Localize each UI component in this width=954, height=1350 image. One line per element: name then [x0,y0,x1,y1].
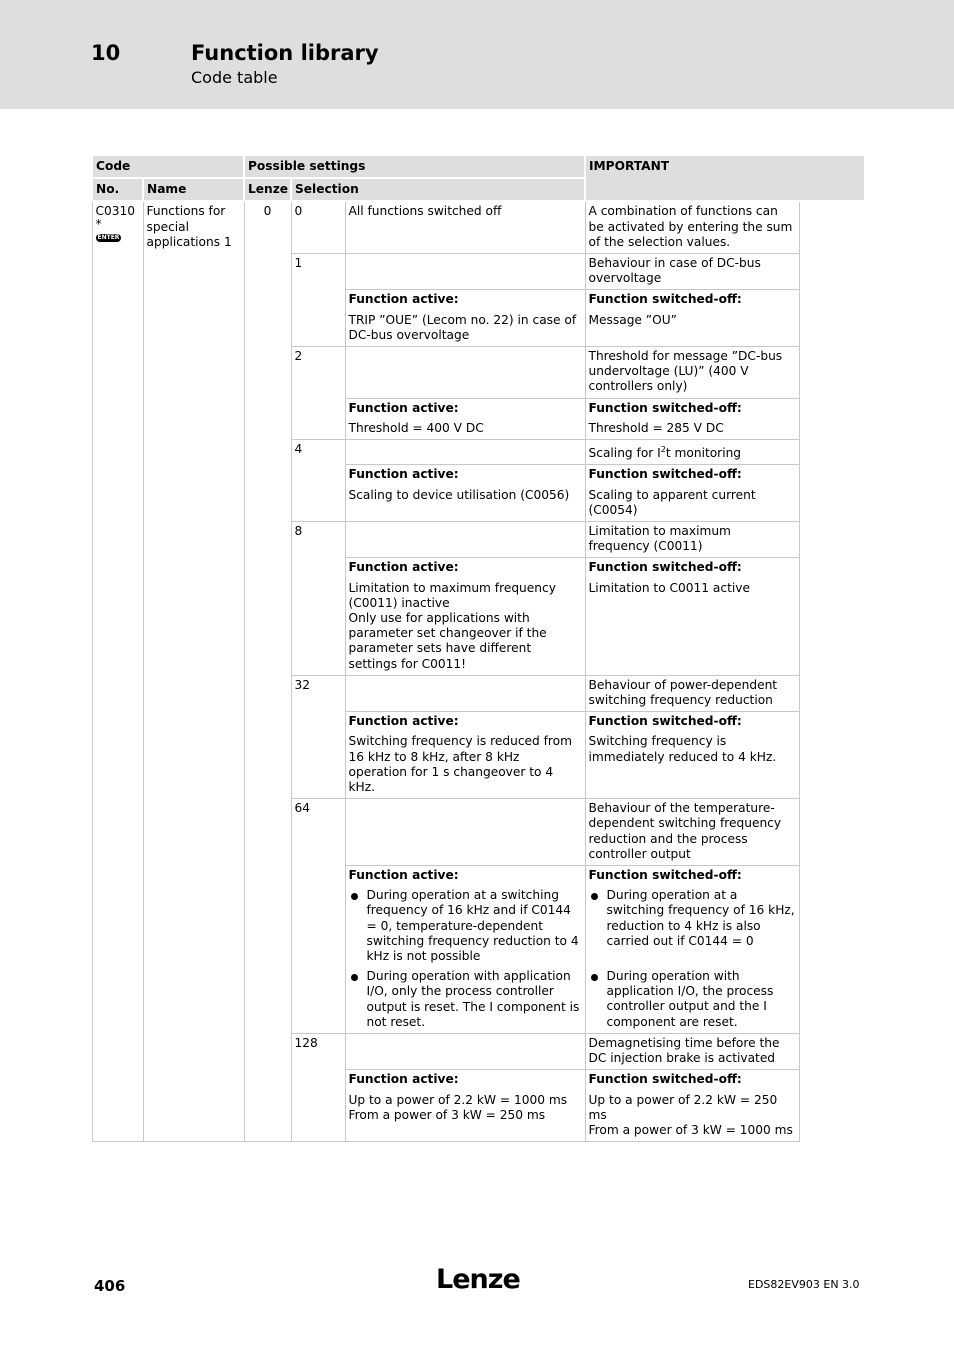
function-off-label: Function switched-off: [588,292,742,307]
function-off-text: Threshold = 285 V DC [588,420,724,435]
function-off-text: Message ”OU” [588,312,677,327]
empty-cell [345,254,585,290]
list-item: During operation at a switching frequency of 16 kHz and if C0144 = 0, temperature-dependent switching frequency reduction to 4 kHz is not possible [349,888,582,964]
function-off-text: Limitation to C0011 active [588,580,750,595]
function-active-label: Function active: [348,400,459,415]
list-item: During operation with application I/O, the process controller output and the I component are reset. [589,969,796,1030]
header-name: Name [143,178,244,201]
function-active-cell [345,465,585,522]
function-off-cell [585,465,799,522]
function-active-label: Function active: [348,714,459,729]
code-number-cell [92,201,143,1141]
important-text [585,440,799,465]
function-active-text: Scaling to device utilisation (C0056) [348,487,570,502]
function-active-cell [345,558,585,675]
function-off-label: Function switched-off: [588,867,742,882]
selection-value: 128 [291,1034,345,1142]
selection-value: 64 [291,799,345,1034]
selection-value: 0 [291,201,345,253]
function-off-text: Scaling to apparent current (C0054) [588,487,756,517]
function-active-cell [345,1070,585,1142]
selection-value: 32 [291,675,345,798]
section-title: Code table [191,68,278,87]
function-active-label: Function active: [348,560,459,575]
header-selection: Selection [291,178,585,201]
empty-cell [345,799,585,866]
important-text: A combination of functions can be activated by entering the sum of the selection values. [585,201,799,253]
selection-description: All functions switched off [345,201,585,253]
list-item: During operation with application I/O, only the process controller output is reset. The I component is not reset. [349,969,582,1030]
code-name: Functions for special applications 1 [143,201,244,1141]
function-active-cell [345,290,585,347]
page-number: 406 [94,1277,126,1295]
important-text: Demagnetising time before the DC injection brake is activated [585,1034,799,1070]
function-off-label: Function switched-off: [588,400,742,415]
chapter-title: Function library [191,41,379,65]
important-text-part: t monitoring [665,446,742,461]
header-row-1 [92,155,865,178]
function-active-text: Switching frequency is reduced from 16 kHz to 8 kHz, after 8 kHz operation for 1 s changeover to 4 kHz. [348,734,572,794]
function-off-cell [585,558,799,675]
function-active-label: Function active: [348,867,459,882]
code-number: C0310 [95,204,136,219]
selection-value: 1 [291,254,345,347]
function-active-text: Up to a power of 2.2 kW = 1000 ms [348,1092,568,1107]
selection-value: 2 [291,347,345,440]
function-off-label: Function switched-off: [588,1072,742,1087]
empty-cell [345,521,585,557]
important-text: Behaviour in case of DC-bus overvoltage [585,254,799,290]
function-off-cell [585,1070,799,1142]
enter-icon: ENTER [97,233,120,241]
blank-column [799,201,865,1141]
code-table [91,154,866,1142]
function-active-text: TRIP ”OUE” (Lecom no. 22) in case of DC-bus overvoltage [348,312,577,342]
function-active-cell [345,712,585,799]
header-code: Code [92,155,244,178]
document-id: EDS82EV903 EN 3.0 [748,1278,860,1291]
superscript-two: 2 [660,445,666,455]
function-active-text: Threshold = 400 V DC [348,420,484,435]
important-text: Behaviour of the temperature-dependent switching frequency reduction and the process controller output [585,799,799,866]
chapter-number: 10 [91,41,121,65]
lenze-logo: Lenze [436,1264,520,1295]
lenze-default: 0 [244,201,291,1141]
header-no: No. [92,178,143,201]
header-important: IMPORTANT [585,155,865,201]
function-active-list [349,888,582,1030]
code-star: * [95,216,102,231]
function-off-label: Function switched-off: [588,467,742,482]
function-off-cell [585,712,799,799]
empty-cell [345,1034,585,1070]
function-active-cell [345,398,585,439]
function-off-cell [585,398,799,439]
function-off-cell [585,865,799,1033]
function-off-label: Function switched-off: [588,714,742,729]
header-band [0,0,954,109]
function-active-text: From a power of 3 kW = 250 ms [348,1107,546,1122]
important-text: Limitation to maximum frequency (C0011) [585,521,799,557]
function-off-cell [585,290,799,347]
list-item: During operation at a switching frequency of 16 kHz, reduction to 4 kHz is also carried out if C0144 = 0 [589,888,796,949]
important-text-part: Scaling for I [588,446,661,461]
empty-cell [345,675,585,711]
function-active-cell [345,865,585,1033]
important-text: Threshold for message ”DC-bus undervoltage (LU)” (400 V controllers only) [585,347,799,399]
important-text: Behaviour of power-dependent switching frequency reduction [585,675,799,711]
function-off-text: Up to a power of 2.2 kW = 250 ms [588,1092,778,1122]
function-active-label: Function active: [348,467,459,482]
empty-cell [345,347,585,399]
selection-value: 8 [291,521,345,675]
function-active-label: Function active: [348,1072,459,1087]
table-row [92,201,865,253]
function-off-text: From a power of 3 kW = 1000 ms [588,1123,793,1138]
selection-value: 4 [291,440,345,522]
function-off-text: Switching frequency is immediately reduced to 4 kHz. [588,734,777,764]
header-lenze: Lenze [244,178,291,201]
header-possible-settings: Possible settings [244,155,585,178]
function-active-text: Limitation to maximum frequency (C0011) inactive [348,580,556,610]
function-active-label: Function active: [348,292,459,307]
function-off-label: Function switched-off: [588,560,742,575]
function-off-list [589,888,796,1030]
empty-cell [345,440,585,465]
function-active-note: Only use for applications with parameter set changeover if the parameter sets have different settings for C0011! [348,610,547,671]
